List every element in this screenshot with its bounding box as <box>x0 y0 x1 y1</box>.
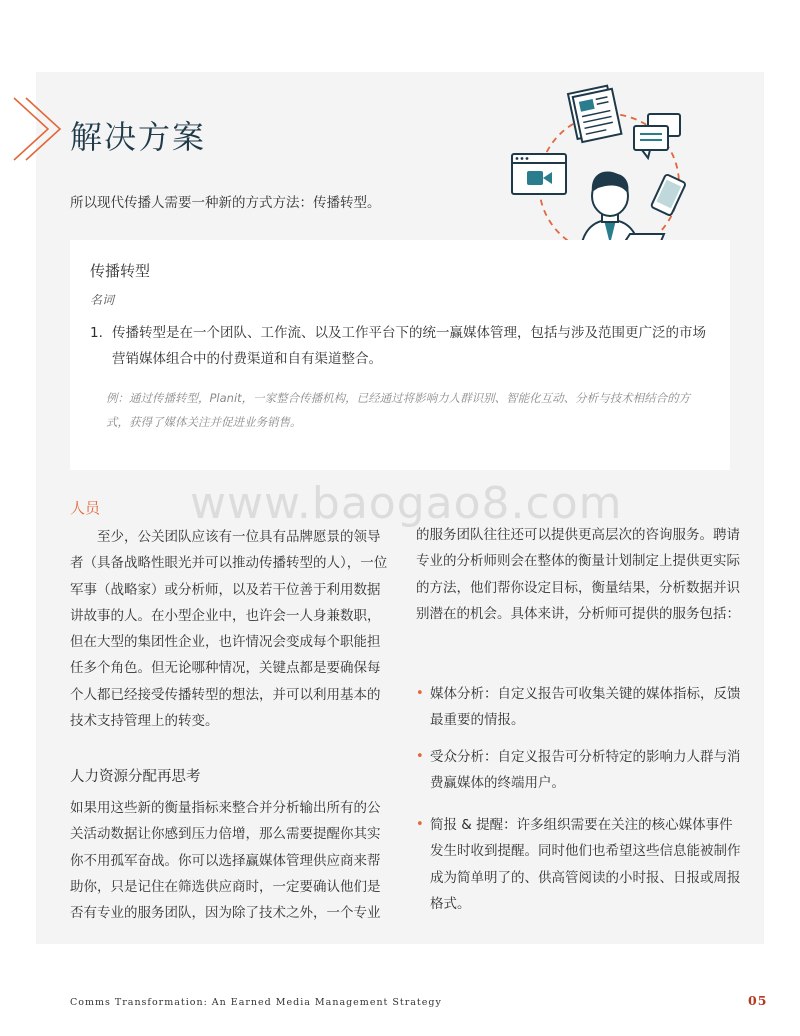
definition-text-block <box>90 320 710 372</box>
newspaper-icon <box>568 85 621 143</box>
definition-example: 例：通过传播转型，Planit，一家整合传播机构，已经通过将影响力人群识别、智能化互动、分析与技术相结合的方式，获得了媒体关注并促进业务销售。 <box>106 391 691 429</box>
page-number: 05 <box>748 993 768 1008</box>
list-item <box>416 812 742 917</box>
definition-term: 传播转型 <box>90 262 151 280</box>
definition-box <box>70 240 730 470</box>
video-window-icon <box>512 154 566 194</box>
definition-body: 传播转型是在一个团队、工作流、以及工作平台下的统一赢媒体管理，包括与涉及范围更广泛的市场营销媒体组合中的付费渠道和自有渠道整合。 <box>112 325 706 367</box>
footer-doc-title: Comms Transformation: An Earned Media Management Strategy <box>70 997 442 1008</box>
list-item-text: 媒体分析：自定义报告可收集关键的媒体指标，反馈最重要的情报。 <box>430 686 741 729</box>
list-item <box>416 681 742 734</box>
chat-icon <box>634 114 680 158</box>
definition-number: 1. <box>90 325 103 341</box>
intro-text: 所以现代传播人需要一种新的方式方法：传播转型。 <box>70 195 381 211</box>
subheading-hr: 人力资源分配再思考 <box>70 769 201 785</box>
definition-part-of-speech: 名词 <box>90 293 115 307</box>
hr-paragraph-text: 如果用这些新的衡量指标来整合并分析输出所有的公关活动数据让你感到压力倍增，那么需要提醒你其实你不用孤军奋战。你可以选择赢媒体管理供应商来帮助你，只是记住在筛选供应商时，一定要确认他们是否有专业的服务团队，因为除了技术之外，一个专业 <box>70 800 381 922</box>
page-title: 解决方案 <box>70 118 207 156</box>
phone-icon <box>651 174 686 216</box>
services-paragraph-text: 的服务团队往往还可以提供更高层次的咨询服务。聘请专业的分析师则会在整体的衡量计划制定上提供更实际的方法，他们帮你设定目标，衡量结果，分析数据并识别潜在的机会。具体来讲，分析师可提供的服务包括： <box>416 527 740 622</box>
people-paragraph <box>70 524 392 734</box>
section-heading-people: 人员 <box>70 499 101 517</box>
list-item-text: 受众分析：自定义报告可分析特定的影响力人群与消费赢媒体的终端用户。 <box>430 749 741 792</box>
bullet-icon: • <box>416 749 424 764</box>
chevron-right-icon <box>8 94 64 164</box>
services-paragraph <box>416 522 742 627</box>
hr-paragraph <box>70 795 392 926</box>
bullet-icon: • <box>416 686 424 701</box>
watermark: www.baogao8.com <box>190 478 623 529</box>
list-item <box>416 744 742 797</box>
list-item-text: 简报 & 提醒：许多组织需要在关注的核心媒体事件发生时收到提醒。同时他们也希望这些信息能被制作成为简单明了的、供高管阅读的小时报、日报或周报格式。 <box>430 817 741 912</box>
people-paragraph-text: 至少，公关团队应该有一位具有品牌愿景的领导者（具备战略性眼光并可以推动传播转型的人），一位军事（战略家）或分析师，以及若干位善于利用数据讲故事的人。在小型企业中，也许会一人身兼数职，但在大型的集团性企业，也许情况会变成每个职能担任多个角色。但无论哪种情况，关键点都是要确保每个人都已经接受传播转型的想法，并可以利用基本的技术支持管理上的转变。 <box>70 529 388 730</box>
bullet-icon: • <box>416 817 424 832</box>
